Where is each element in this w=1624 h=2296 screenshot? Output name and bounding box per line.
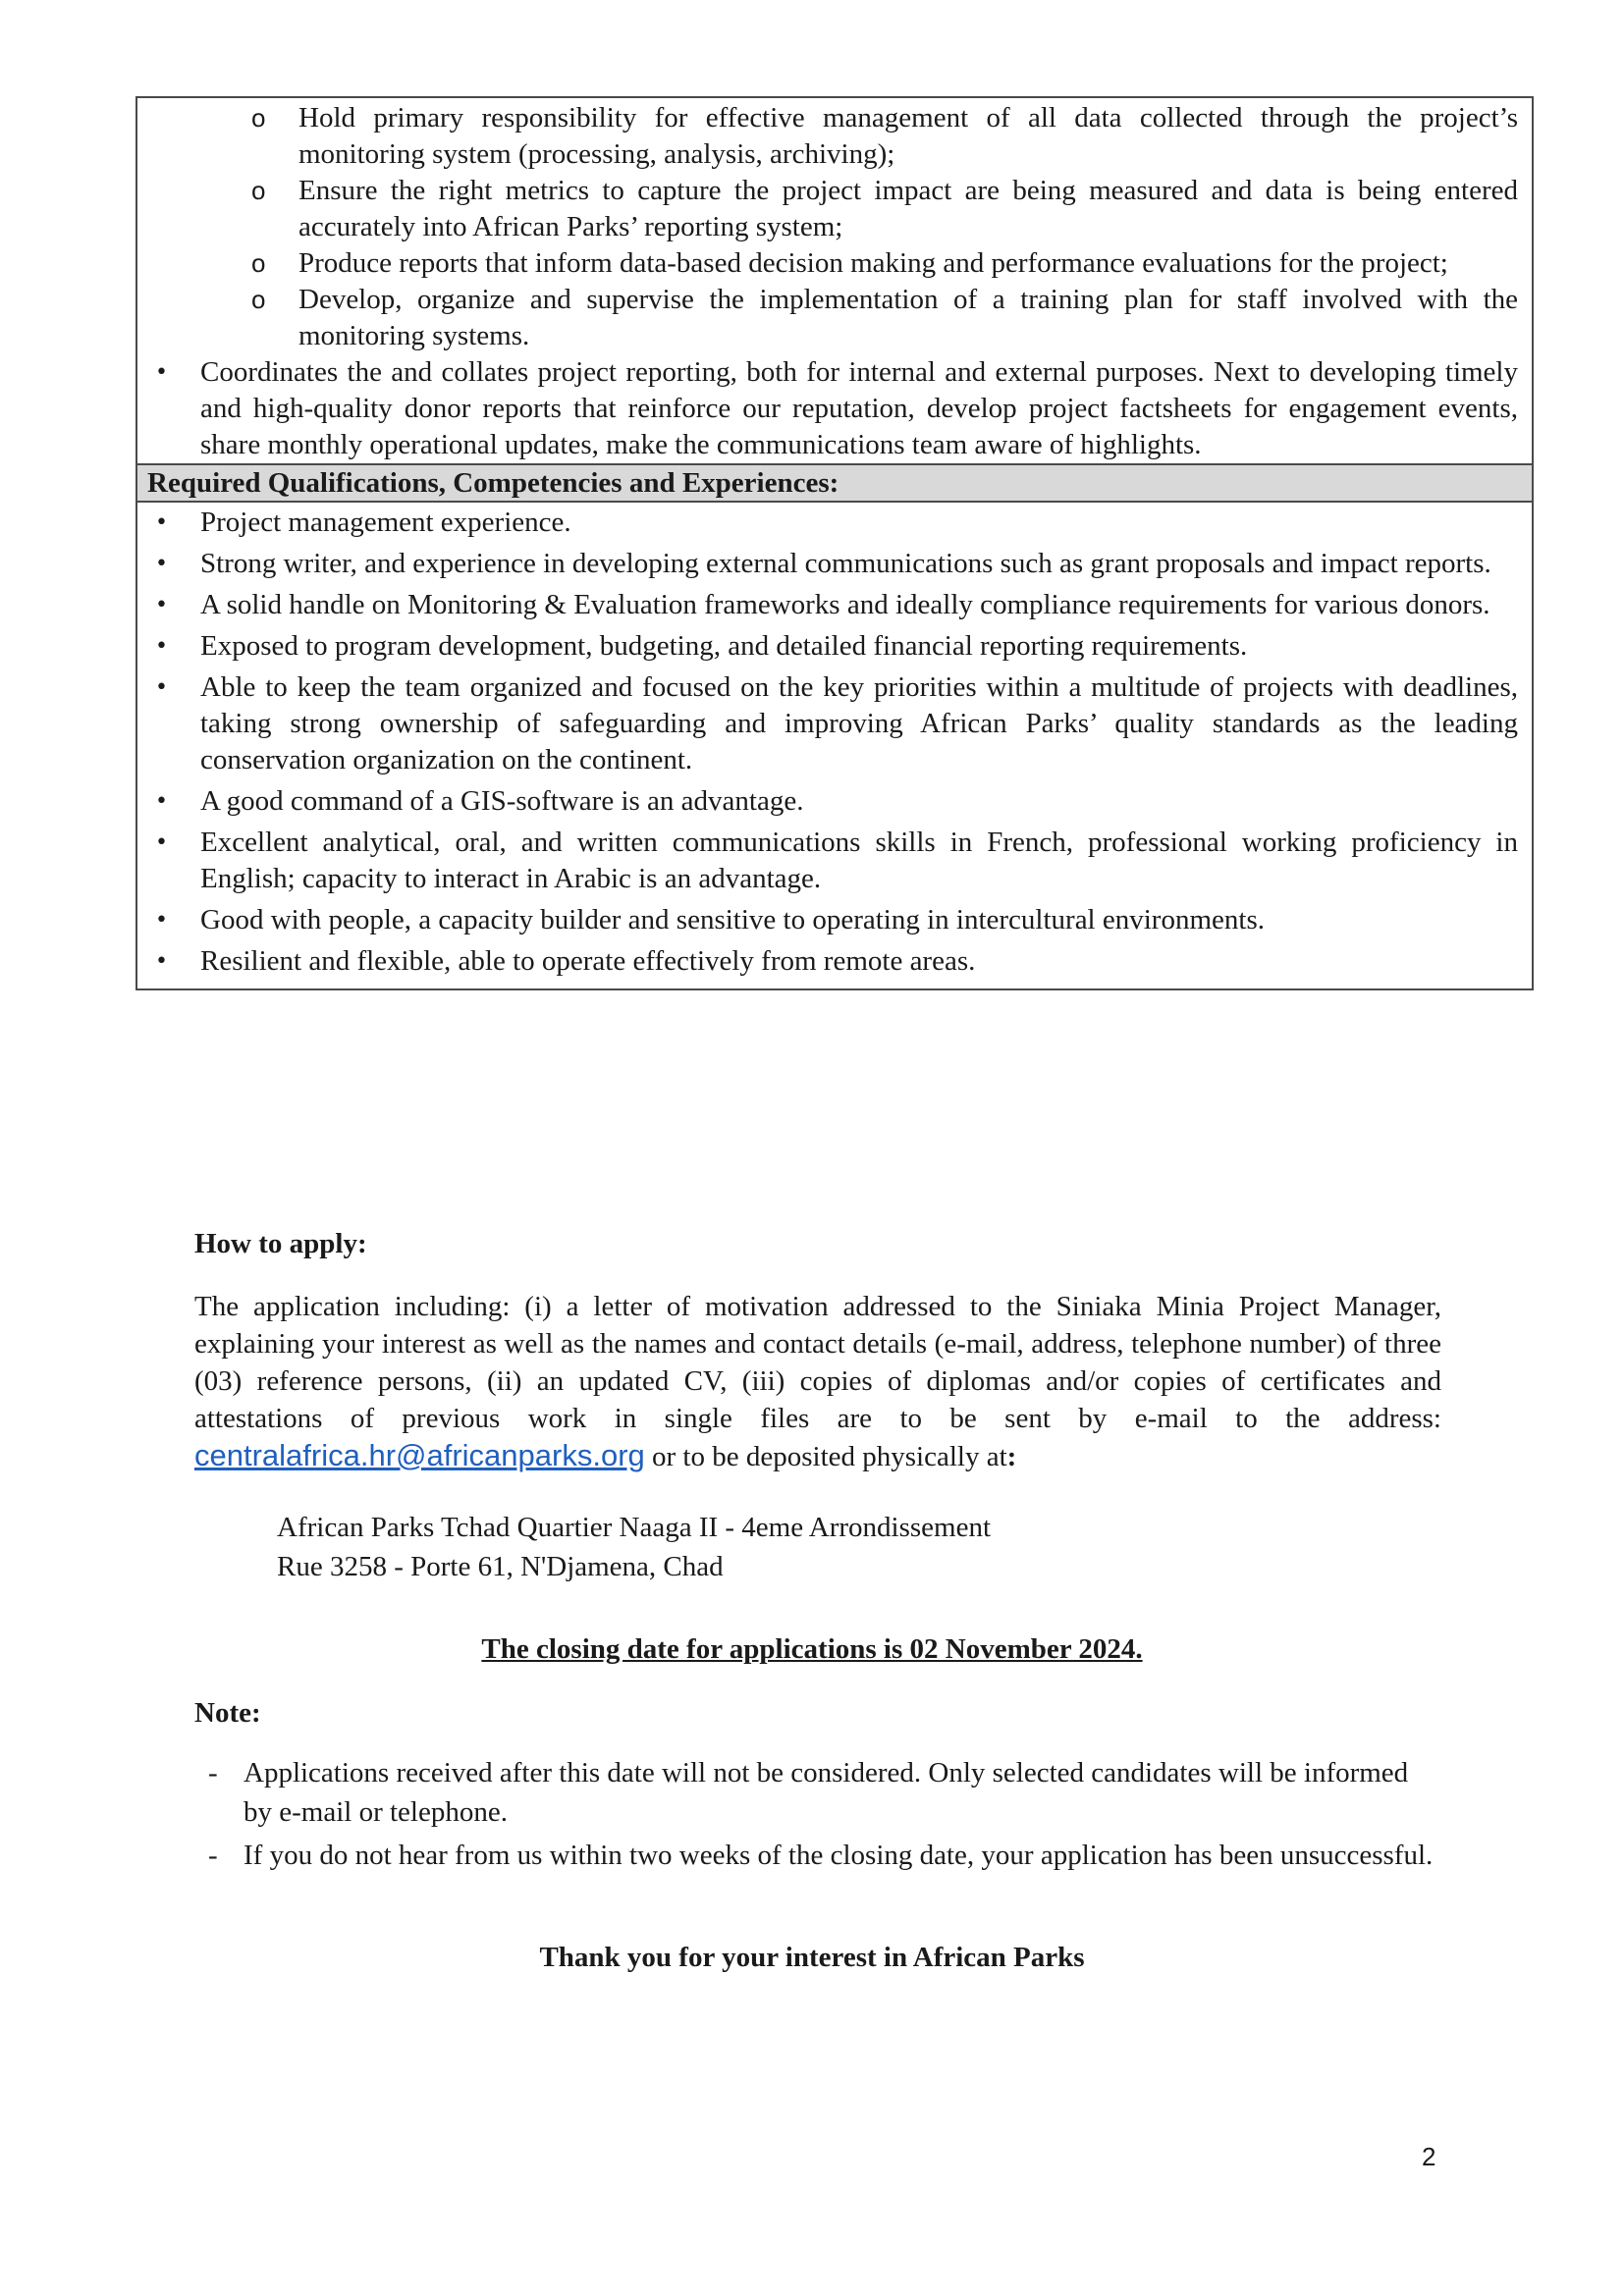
sub-item-text: Hold primary responsibility for effective management of all data collected through the project’s monitoring system (processing, analysis, archiving); xyxy=(298,102,1518,170)
bullet-marker: • xyxy=(155,634,168,659)
bullet-marker: • xyxy=(155,830,168,855)
qualification-item xyxy=(137,825,1518,897)
responsibilities-table xyxy=(135,96,1534,990)
qualification-item xyxy=(137,546,1518,582)
note-item xyxy=(194,1753,1441,1832)
note-text: If you do not hear from us within two weeks of the closing date, your application has been unsuccessful. xyxy=(244,1840,1434,1871)
application-instructions-text: The application including: (i) a letter of motivation addressed to the Siniaka Minia Project Manager, explaining your interest as well as the names and contact details (e-mail, address, telephone number) of three (03) reference persons, (ii) an updated CV, (iii) copies of diplomas and/or copies of certificates and attestations of previous work in single files are to be sent by e-mail to the address: xyxy=(194,1291,1441,1434)
qualification-item xyxy=(137,587,1518,623)
bullet-marker: • xyxy=(155,675,168,700)
bullet-marker: • xyxy=(155,510,168,535)
qualification-text: Resilient and flexible, able to operate effectively from remote areas. xyxy=(200,945,976,977)
qualification-text: Strong writer, and experience in developing external communications such as grant proposals and impact reports. xyxy=(200,548,1491,579)
dash-marker: - xyxy=(208,1840,218,1871)
sub-bullet-marker: o xyxy=(251,176,266,205)
qualification-item xyxy=(137,628,1518,665)
sub-bullet-marker: o xyxy=(251,103,266,133)
postal-address xyxy=(277,1508,991,1586)
bullet-marker: • xyxy=(155,593,168,617)
qualification-item xyxy=(137,669,1518,778)
qualification-item xyxy=(137,783,1518,820)
address-line-2: Rue 3258 - Porte 61, N'Djamena, Chad xyxy=(277,1551,724,1582)
bullet-marker: • xyxy=(155,360,168,385)
sub-bullet-marker: o xyxy=(251,285,266,314)
note-text: Applications received after this date will not be considered. Only selected candidates will be informed by e-mail or telephone. xyxy=(244,1757,1409,1828)
responsibility-bullet-list xyxy=(137,354,1518,463)
sub-item-list xyxy=(137,100,1518,354)
qualifications-list xyxy=(137,505,1518,980)
how-to-apply-heading: How to apply: xyxy=(194,1228,367,1259)
responsibilities-cell xyxy=(137,98,1532,463)
sub-item-text: Ensure the right metrics to capture the project impact are being measured and data is being entered accurately into African Parks’ reporting system; xyxy=(298,175,1518,242)
responsibility-text: Coordinates the and collates project reporting, both for internal and external purposes. Next to developing timely and high-quality donor reports that reinforce our reputation, develop project factsheets for engagement events, share monthly operational updates, make the communications team aware of highlights. xyxy=(200,356,1518,460)
qualification-text: Able to keep the team organized and focused on the key priorities within a multitude of projects with deadlines, taking strong ownership of safeguarding and improving African Parks’ quality standards as the leading conservation organization on the continent. xyxy=(200,671,1518,775)
qualification-text: Excellent analytical, oral, and written communications skills in French, professional working proficiency in English; capacity to interact in Arabic is an advantage. xyxy=(200,827,1518,894)
qualification-item xyxy=(137,902,1518,938)
application-instructions xyxy=(194,1288,1441,1475)
bullet-marker: • xyxy=(155,789,168,814)
thank-you-line: Thank you for your interest in African Parks xyxy=(539,1942,1085,1973)
note-list xyxy=(194,1753,1441,1875)
note-section xyxy=(194,1753,1441,1879)
bullet-marker: • xyxy=(155,908,168,933)
sub-item xyxy=(137,245,1518,282)
bullet-marker: • xyxy=(155,552,168,576)
note-heading: Note: xyxy=(194,1697,261,1729)
sub-item xyxy=(137,173,1518,245)
qualifications-cell xyxy=(137,503,1532,988)
qualification-text: Exposed to program development, budgeting, and detailed financial reporting requirements. xyxy=(200,630,1248,662)
sub-bullet-marker: o xyxy=(251,248,266,278)
qualification-item xyxy=(137,943,1518,980)
deposit-colon: : xyxy=(1006,1441,1017,1472)
deposit-text: or to be deposited physically at xyxy=(652,1441,1007,1472)
qualification-text: A good command of a GIS-software is an advantage. xyxy=(200,785,804,817)
qualification-item xyxy=(137,505,1518,541)
responsibility-bullet xyxy=(137,354,1518,463)
bullet-marker: • xyxy=(155,949,168,974)
qualifications-header: Required Qualifications, Competencies and Experiences: xyxy=(137,463,1532,503)
application-email-link[interactable]: centralafrica.hr@africanparks.org xyxy=(194,1438,645,1472)
sub-item-text: Develop, organize and supervise the implementation of a training plan for staff involved with the monitoring systems. xyxy=(298,284,1518,351)
closing-date: The closing date for applications is 02 November 2024. xyxy=(481,1633,1143,1665)
qualification-text: Good with people, a capacity builder and sensitive to operating in intercultural environments. xyxy=(200,904,1265,935)
note-item xyxy=(194,1836,1441,1875)
sub-item xyxy=(137,100,1518,173)
sub-item xyxy=(137,282,1518,354)
sub-item-text: Produce reports that inform data-based decision making and performance evaluations for the project; xyxy=(298,247,1448,279)
qualification-text: Project management experience. xyxy=(200,507,571,538)
dash-marker: - xyxy=(208,1757,218,1789)
qualification-text: A solid handle on Monitoring & Evaluation frameworks and ideally compliance requirements for various donors. xyxy=(200,589,1490,620)
address-line-1: African Parks Tchad Quartier Naaga II - 4eme Arrondissement xyxy=(277,1512,991,1543)
page-number: 2 xyxy=(1422,2142,1436,2171)
